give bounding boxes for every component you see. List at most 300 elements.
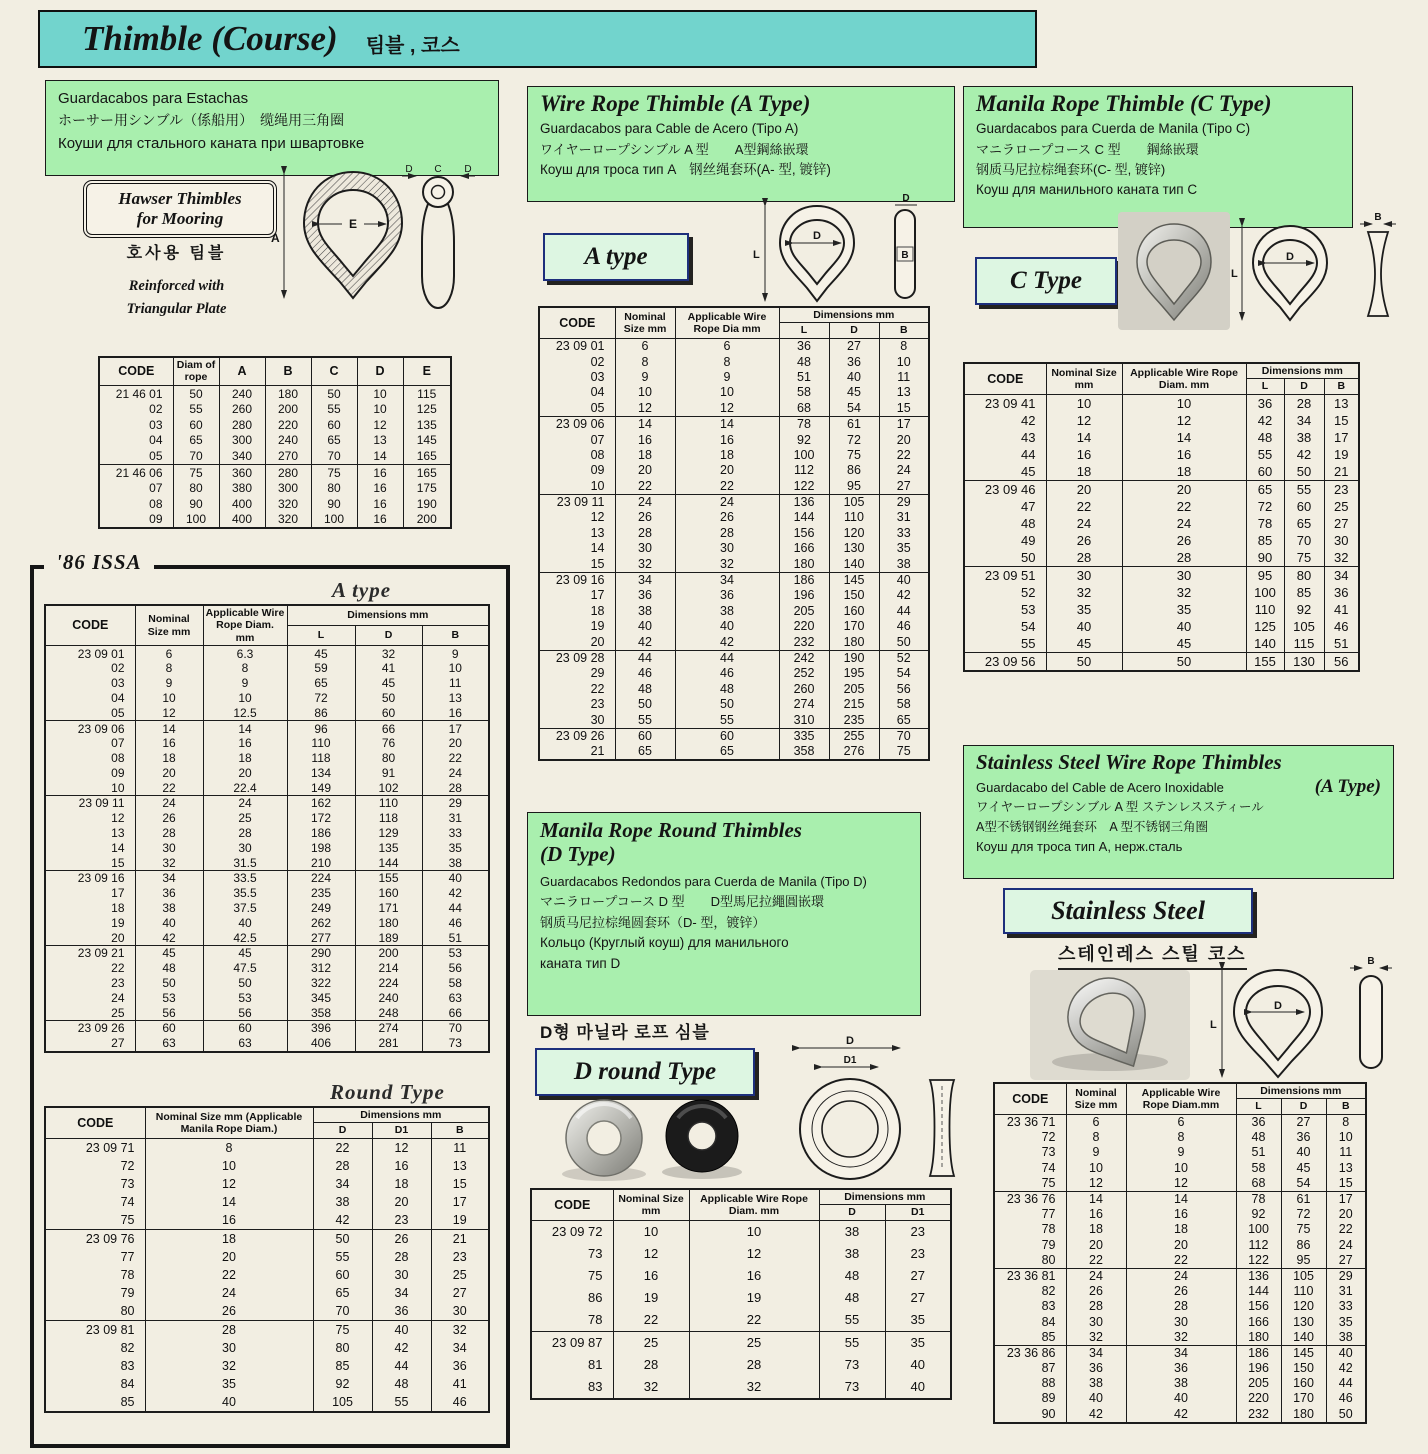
table-row bbox=[45, 1266, 489, 1284]
value-cell: 60 bbox=[675, 728, 779, 744]
hawser-info-es: Guardacabos para Estachas bbox=[58, 90, 249, 107]
value-cell: 46 bbox=[1324, 618, 1359, 635]
table-row bbox=[994, 1391, 1366, 1406]
table-row bbox=[45, 1357, 489, 1375]
table-row bbox=[964, 652, 1359, 671]
value-cell: 48 bbox=[819, 1265, 885, 1287]
value-cell: 31 bbox=[422, 811, 489, 826]
value-cell: 92 bbox=[1236, 1207, 1281, 1222]
value-cell: 220 bbox=[779, 619, 829, 634]
value-cell: 358 bbox=[779, 744, 829, 760]
col-header-l: L bbox=[287, 626, 355, 646]
value-cell: 100 bbox=[1236, 1222, 1281, 1237]
value-cell: 240 bbox=[265, 433, 311, 449]
code-cell: 90 bbox=[994, 1406, 1066, 1422]
code-cell: 05 bbox=[539, 400, 615, 416]
code-cell: 17 bbox=[45, 886, 135, 901]
value-cell: 281 bbox=[355, 1036, 422, 1052]
code-cell: 09 bbox=[45, 766, 135, 781]
code-cell: 14 bbox=[45, 840, 135, 855]
code-cell: 47 bbox=[964, 498, 1046, 515]
issa-label: '86 ISSA bbox=[44, 550, 154, 575]
value-cell: 44 bbox=[1326, 1376, 1366, 1391]
value-cell: 396 bbox=[287, 1021, 355, 1036]
code-cell: 50 bbox=[964, 549, 1046, 567]
value-cell: 45 bbox=[203, 946, 287, 961]
value-cell: 36 bbox=[1324, 584, 1359, 601]
value-cell: 30 bbox=[372, 1266, 431, 1284]
value-cell: 13 bbox=[357, 433, 403, 449]
d-round-korean-label: D형 마닐라 로프 심블 bbox=[540, 1023, 710, 1042]
value-cell: 180 bbox=[829, 634, 879, 650]
value-cell: 53 bbox=[135, 990, 203, 1005]
code-cell: 23 09 26 bbox=[45, 1021, 135, 1036]
value-cell: 33 bbox=[422, 826, 489, 841]
table-row bbox=[539, 650, 929, 666]
code-cell: 04 bbox=[45, 691, 135, 706]
value-cell: 171 bbox=[355, 901, 422, 916]
value-cell: 34 bbox=[1066, 1345, 1126, 1361]
table-row bbox=[539, 416, 929, 432]
table-row bbox=[45, 976, 489, 991]
value-cell: 322 bbox=[287, 976, 355, 991]
value-cell: 60 bbox=[1284, 498, 1324, 515]
table-row bbox=[45, 691, 489, 706]
value-cell: 63 bbox=[422, 990, 489, 1005]
code-cell: 15 bbox=[45, 855, 135, 870]
col-header-applicable: Applicable Wire Rope Diam. mm bbox=[689, 1189, 819, 1220]
value-cell: 92 bbox=[313, 1375, 372, 1393]
value-cell: 360 bbox=[219, 464, 265, 480]
code-cell: 23 09 06 bbox=[539, 416, 615, 432]
value-cell: 92 bbox=[1284, 601, 1324, 618]
value-cell: 24 bbox=[1326, 1237, 1366, 1252]
issa-round-type-table bbox=[44, 1106, 490, 1413]
code-cell: 45 bbox=[964, 463, 1046, 481]
value-cell: 10 bbox=[357, 385, 403, 401]
value-cell: 18 bbox=[1126, 1222, 1236, 1237]
value-cell: 22 bbox=[145, 1266, 313, 1284]
code-cell: 21 bbox=[539, 744, 615, 760]
value-cell: 6 bbox=[675, 338, 779, 354]
value-cell: 180 bbox=[265, 385, 311, 401]
code-cell: 03 bbox=[99, 417, 173, 433]
value-cell: 100 bbox=[779, 447, 829, 462]
value-cell: 45 bbox=[1046, 635, 1122, 653]
value-cell: 38 bbox=[313, 1193, 372, 1211]
code-cell: 83 bbox=[531, 1376, 613, 1399]
value-cell: 18 bbox=[1046, 463, 1122, 481]
value-cell: 23 bbox=[431, 1248, 489, 1266]
value-cell: 232 bbox=[1236, 1406, 1281, 1422]
value-cell: 9 bbox=[675, 370, 779, 385]
value-cell: 33 bbox=[879, 525, 929, 540]
code-cell: 49 bbox=[964, 532, 1046, 549]
value-cell: 400 bbox=[219, 496, 265, 512]
hawser-info-jp: ホーサー用シンブル（係船用） 缆绳用三角圈 bbox=[58, 112, 345, 129]
value-cell: 8 bbox=[203, 661, 287, 676]
value-cell: 16 bbox=[675, 432, 779, 447]
table-row bbox=[45, 826, 489, 841]
code-cell: 72 bbox=[45, 1157, 145, 1175]
col-header-b: B bbox=[265, 357, 311, 385]
table-row bbox=[539, 447, 929, 462]
code-cell: 75 bbox=[531, 1265, 613, 1287]
value-cell: 55 bbox=[311, 401, 357, 417]
dim-label-a: A bbox=[271, 231, 280, 245]
value-cell: 118 bbox=[355, 811, 422, 826]
value-cell: 65 bbox=[1284, 515, 1324, 532]
value-cell: 27 bbox=[431, 1284, 489, 1302]
code-cell: 09 bbox=[539, 463, 615, 478]
table-row bbox=[531, 1376, 951, 1399]
value-cell: 19 bbox=[1324, 446, 1359, 463]
value-cell: 70 bbox=[422, 1021, 489, 1036]
value-cell: 205 bbox=[779, 603, 829, 618]
value-cell: 30 bbox=[1122, 566, 1246, 584]
table-row bbox=[539, 494, 929, 510]
value-cell: 30 bbox=[135, 840, 203, 855]
code-cell: 44 bbox=[964, 446, 1046, 463]
value-cell: 27 bbox=[1281, 1114, 1326, 1130]
value-cell: 86 bbox=[829, 463, 879, 478]
code-cell: 77 bbox=[45, 1248, 145, 1266]
value-cell: 380 bbox=[219, 480, 265, 496]
table-row bbox=[964, 394, 1359, 412]
col-header-d: D bbox=[829, 323, 879, 338]
table-row bbox=[539, 666, 929, 681]
code-cell: 23 09 06 bbox=[45, 721, 135, 736]
table-row bbox=[99, 448, 451, 464]
value-cell: 10 bbox=[1046, 394, 1122, 412]
value-cell: 8 bbox=[1126, 1130, 1236, 1145]
table-row bbox=[539, 338, 929, 354]
value-cell: 38 bbox=[422, 855, 489, 870]
value-cell: 30 bbox=[675, 541, 779, 556]
value-cell: 56 bbox=[1324, 652, 1359, 671]
value-cell: 55 bbox=[372, 1393, 431, 1412]
value-cell: 56 bbox=[879, 681, 929, 696]
stainless-info-ru: Коуш для троса тип A, нерж.сталь bbox=[976, 838, 1183, 854]
value-cell: 38 bbox=[135, 901, 203, 916]
value-cell: 45 bbox=[287, 646, 355, 661]
code-cell: 02 bbox=[539, 354, 615, 369]
value-cell: 35 bbox=[1046, 601, 1122, 618]
value-cell: 51 bbox=[779, 370, 829, 385]
value-cell: 290 bbox=[287, 946, 355, 961]
col-header-nominal: Nominal Size mm bbox=[1046, 363, 1122, 394]
code-cell: 23 09 81 bbox=[45, 1320, 145, 1339]
value-cell: 28 bbox=[1122, 549, 1246, 567]
value-cell: 9 bbox=[615, 370, 675, 385]
d-round-label: D round Type bbox=[573, 1058, 717, 1085]
value-cell: 32 bbox=[431, 1320, 489, 1339]
value-cell: 45 bbox=[1122, 635, 1246, 653]
value-cell: 16 bbox=[357, 496, 403, 512]
value-cell: 144 bbox=[779, 510, 829, 525]
value-cell: 115 bbox=[1284, 635, 1324, 653]
value-cell: 80 bbox=[313, 1339, 372, 1357]
code-cell: 23 36 71 bbox=[994, 1114, 1066, 1130]
col-header-code: CODE bbox=[994, 1083, 1066, 1114]
value-cell: 40 bbox=[145, 1393, 313, 1412]
d-round-diagram bbox=[772, 1034, 957, 1184]
value-cell: 55 bbox=[819, 1331, 885, 1354]
value-cell: 44 bbox=[615, 650, 675, 666]
code-cell: 07 bbox=[45, 736, 135, 751]
value-cell: 40 bbox=[372, 1320, 431, 1339]
code-cell: 23 09 28 bbox=[539, 650, 615, 666]
value-cell: 38 bbox=[1126, 1376, 1236, 1391]
value-cell: 50 bbox=[173, 385, 219, 401]
value-cell: 63 bbox=[135, 1036, 203, 1052]
value-cell: 21 bbox=[1324, 463, 1359, 481]
code-cell: 83 bbox=[45, 1357, 145, 1375]
value-cell: 34 bbox=[431, 1339, 489, 1357]
table-row bbox=[99, 417, 451, 433]
value-cell: 28 bbox=[203, 826, 287, 841]
value-cell: 10 bbox=[1066, 1160, 1126, 1175]
value-cell: 55 bbox=[615, 712, 675, 728]
value-cell: 172 bbox=[287, 811, 355, 826]
value-cell: 166 bbox=[779, 541, 829, 556]
code-cell: 17 bbox=[539, 588, 615, 603]
value-cell: 34 bbox=[615, 572, 675, 588]
hawser-info-ru: Коуши для стального каната при швартовке bbox=[58, 134, 365, 152]
table-row bbox=[539, 510, 929, 525]
value-cell: 24 bbox=[203, 796, 287, 811]
value-cell: 9 bbox=[422, 646, 489, 661]
value-cell: 42.5 bbox=[203, 930, 287, 945]
value-cell: 8 bbox=[1326, 1114, 1366, 1130]
value-cell: 51 bbox=[1324, 635, 1359, 653]
code-cell: 09 bbox=[99, 512, 173, 529]
value-cell: 90 bbox=[311, 496, 357, 512]
value-cell: 232 bbox=[779, 634, 829, 650]
table-row bbox=[994, 1222, 1366, 1237]
value-cell: 46 bbox=[675, 666, 779, 681]
col-header-l: L bbox=[1246, 379, 1284, 394]
value-cell: 16 bbox=[1126, 1207, 1236, 1222]
col-header-l: L bbox=[779, 323, 829, 338]
value-cell: 24 bbox=[615, 494, 675, 510]
table-row bbox=[45, 1248, 489, 1266]
value-cell: 10 bbox=[689, 1220, 819, 1243]
value-cell: 45 bbox=[355, 676, 422, 691]
table-row bbox=[539, 619, 929, 634]
code-cell: 77 bbox=[994, 1207, 1066, 1222]
table-row bbox=[45, 1157, 489, 1175]
value-cell: 10 bbox=[879, 354, 929, 369]
value-cell: 300 bbox=[219, 433, 265, 449]
value-cell: 23 bbox=[885, 1220, 951, 1243]
value-cell: 41 bbox=[1324, 601, 1359, 618]
stainless-diagram bbox=[1200, 956, 1400, 1091]
value-cell: 32 bbox=[355, 646, 422, 661]
value-cell: 200 bbox=[355, 946, 422, 961]
value-cell: 18 bbox=[1122, 463, 1246, 481]
value-cell: 65 bbox=[879, 712, 929, 728]
value-cell: 140 bbox=[1246, 635, 1284, 653]
value-cell: 196 bbox=[1236, 1361, 1281, 1376]
value-cell: 29 bbox=[879, 494, 929, 510]
code-cell: 05 bbox=[45, 705, 135, 720]
value-cell: 31 bbox=[1326, 1284, 1366, 1299]
d-round-info-cn: 钢质马尼拉棕绳圆套环（D- 型，镀锌） bbox=[540, 914, 766, 930]
col-header-code: CODE bbox=[539, 307, 615, 338]
c-type-photo bbox=[1118, 212, 1230, 330]
code-cell: 74 bbox=[994, 1160, 1066, 1175]
c-type-info-ru: Коуш для манильного каната тип C bbox=[976, 182, 1198, 198]
table-row bbox=[45, 1302, 489, 1321]
value-cell: 19 bbox=[689, 1287, 819, 1309]
code-cell: 02 bbox=[45, 661, 135, 676]
value-cell: 52 bbox=[879, 650, 929, 666]
value-cell: 20 bbox=[145, 1248, 313, 1266]
table-row bbox=[45, 796, 489, 811]
value-cell: 34 bbox=[135, 871, 203, 886]
col-header-dimensions: Dimensions mm bbox=[313, 1107, 489, 1123]
value-cell: 28 bbox=[1284, 394, 1324, 412]
value-cell: 10 bbox=[1326, 1130, 1366, 1145]
value-cell: 32 bbox=[689, 1376, 819, 1399]
value-cell: 24 bbox=[879, 463, 929, 478]
value-cell: 100 bbox=[311, 512, 357, 529]
value-cell: 26 bbox=[1126, 1284, 1236, 1299]
value-cell: 17 bbox=[431, 1193, 489, 1211]
value-cell: 6.3 bbox=[203, 646, 287, 661]
value-cell: 61 bbox=[1281, 1191, 1326, 1207]
code-cell: 23 09 16 bbox=[539, 572, 615, 588]
value-cell: 42 bbox=[1126, 1406, 1236, 1422]
value-cell: 110 bbox=[287, 736, 355, 751]
value-cell: 23 bbox=[885, 1243, 951, 1265]
table-row bbox=[964, 446, 1359, 463]
value-cell: 220 bbox=[1236, 1391, 1281, 1406]
table-row bbox=[45, 811, 489, 826]
d-round-label-box bbox=[535, 1048, 755, 1096]
table-row bbox=[964, 515, 1359, 532]
code-cell: 08 bbox=[539, 447, 615, 462]
table-row bbox=[531, 1265, 951, 1287]
value-cell: 45 bbox=[1281, 1160, 1326, 1175]
value-cell: 170 bbox=[1281, 1391, 1326, 1406]
d-round-title-line1: Manila Rope Round Thimbles bbox=[540, 818, 802, 842]
value-cell: 156 bbox=[779, 525, 829, 540]
value-cell: 186 bbox=[287, 826, 355, 841]
value-cell: 25 bbox=[431, 1266, 489, 1284]
value-cell: 36 bbox=[779, 338, 829, 354]
table-row bbox=[531, 1331, 951, 1354]
value-cell: 32 bbox=[1046, 584, 1122, 601]
value-cell: 115 bbox=[403, 385, 451, 401]
value-cell: 180 bbox=[355, 915, 422, 930]
table-row bbox=[45, 1229, 489, 1248]
wire-a-info-box bbox=[527, 86, 955, 202]
code-cell: 42 bbox=[964, 412, 1046, 429]
code-cell: 84 bbox=[994, 1314, 1066, 1329]
value-cell: 24 bbox=[675, 494, 779, 510]
d-round-title-line2: (D Type) bbox=[540, 842, 616, 867]
value-cell: 15 bbox=[879, 400, 929, 416]
value-cell: 18 bbox=[203, 751, 287, 766]
code-cell: 78 bbox=[531, 1309, 613, 1332]
value-cell: 23 bbox=[372, 1211, 431, 1230]
table-row bbox=[994, 1329, 1366, 1345]
value-cell: 30 bbox=[615, 541, 675, 556]
stainless-info-jp: ワイヤーロープシンブル A 型 ステンレススティール bbox=[976, 800, 1264, 815]
value-cell: 130 bbox=[1284, 652, 1324, 671]
value-cell: 54 bbox=[1281, 1176, 1326, 1192]
col-header-d: D bbox=[313, 1123, 372, 1138]
value-cell: 406 bbox=[287, 1036, 355, 1052]
value-cell: 16 bbox=[145, 1211, 313, 1230]
value-cell: 125 bbox=[403, 401, 451, 417]
value-cell: 8 bbox=[145, 1138, 313, 1157]
c-type-label-box bbox=[975, 257, 1117, 305]
value-cell: 10 bbox=[615, 385, 675, 400]
value-cell: 35 bbox=[885, 1331, 951, 1354]
value-cell: 24 bbox=[1126, 1268, 1236, 1284]
code-cell: 30 bbox=[539, 712, 615, 728]
value-cell: 112 bbox=[779, 463, 829, 478]
code-cell: 82 bbox=[994, 1284, 1066, 1299]
value-cell: 70 bbox=[173, 448, 219, 464]
dim-label-d-top: D bbox=[902, 193, 910, 204]
value-cell: 13 bbox=[1326, 1160, 1366, 1175]
value-cell: 16 bbox=[689, 1265, 819, 1287]
value-cell: 14 bbox=[145, 1193, 313, 1211]
code-cell: 23 09 01 bbox=[539, 338, 615, 354]
value-cell: 6 bbox=[615, 338, 675, 354]
value-cell: 110 bbox=[829, 510, 879, 525]
dim-label-d: D bbox=[405, 164, 413, 175]
value-cell: 72 bbox=[829, 432, 879, 447]
value-cell: 189 bbox=[355, 930, 422, 945]
d-round-photo-black bbox=[662, 1100, 742, 1179]
value-cell: 31 bbox=[879, 510, 929, 525]
table-row bbox=[45, 736, 489, 751]
value-cell: 149 bbox=[287, 780, 355, 795]
table-row bbox=[99, 433, 451, 449]
table-row bbox=[539, 556, 929, 572]
table-row bbox=[994, 1176, 1366, 1192]
value-cell: 110 bbox=[355, 796, 422, 811]
value-cell: 58 bbox=[879, 697, 929, 712]
code-cell: 27 bbox=[45, 1036, 135, 1052]
value-cell: 17 bbox=[879, 416, 929, 432]
value-cell: 26 bbox=[675, 510, 779, 525]
col-header-d: D bbox=[1284, 379, 1324, 394]
a-type-diagram bbox=[745, 192, 955, 307]
code-cell: 05 bbox=[99, 448, 173, 464]
table-row bbox=[964, 601, 1359, 618]
col-header-d: D bbox=[1281, 1099, 1326, 1114]
table-row bbox=[45, 780, 489, 795]
value-cell: 20 bbox=[135, 766, 203, 781]
value-cell: 22 bbox=[1126, 1252, 1236, 1268]
code-cell: 75 bbox=[994, 1176, 1066, 1192]
value-cell: 40 bbox=[422, 871, 489, 886]
value-cell: 32 bbox=[1126, 1329, 1236, 1345]
table-row bbox=[45, 1036, 489, 1052]
value-cell: 36 bbox=[1236, 1114, 1281, 1130]
table-row bbox=[539, 681, 929, 696]
code-cell: 82 bbox=[45, 1339, 145, 1357]
dim-label-b: B bbox=[1367, 956, 1375, 967]
table-row bbox=[994, 1268, 1366, 1284]
value-cell: 20 bbox=[1122, 480, 1246, 498]
